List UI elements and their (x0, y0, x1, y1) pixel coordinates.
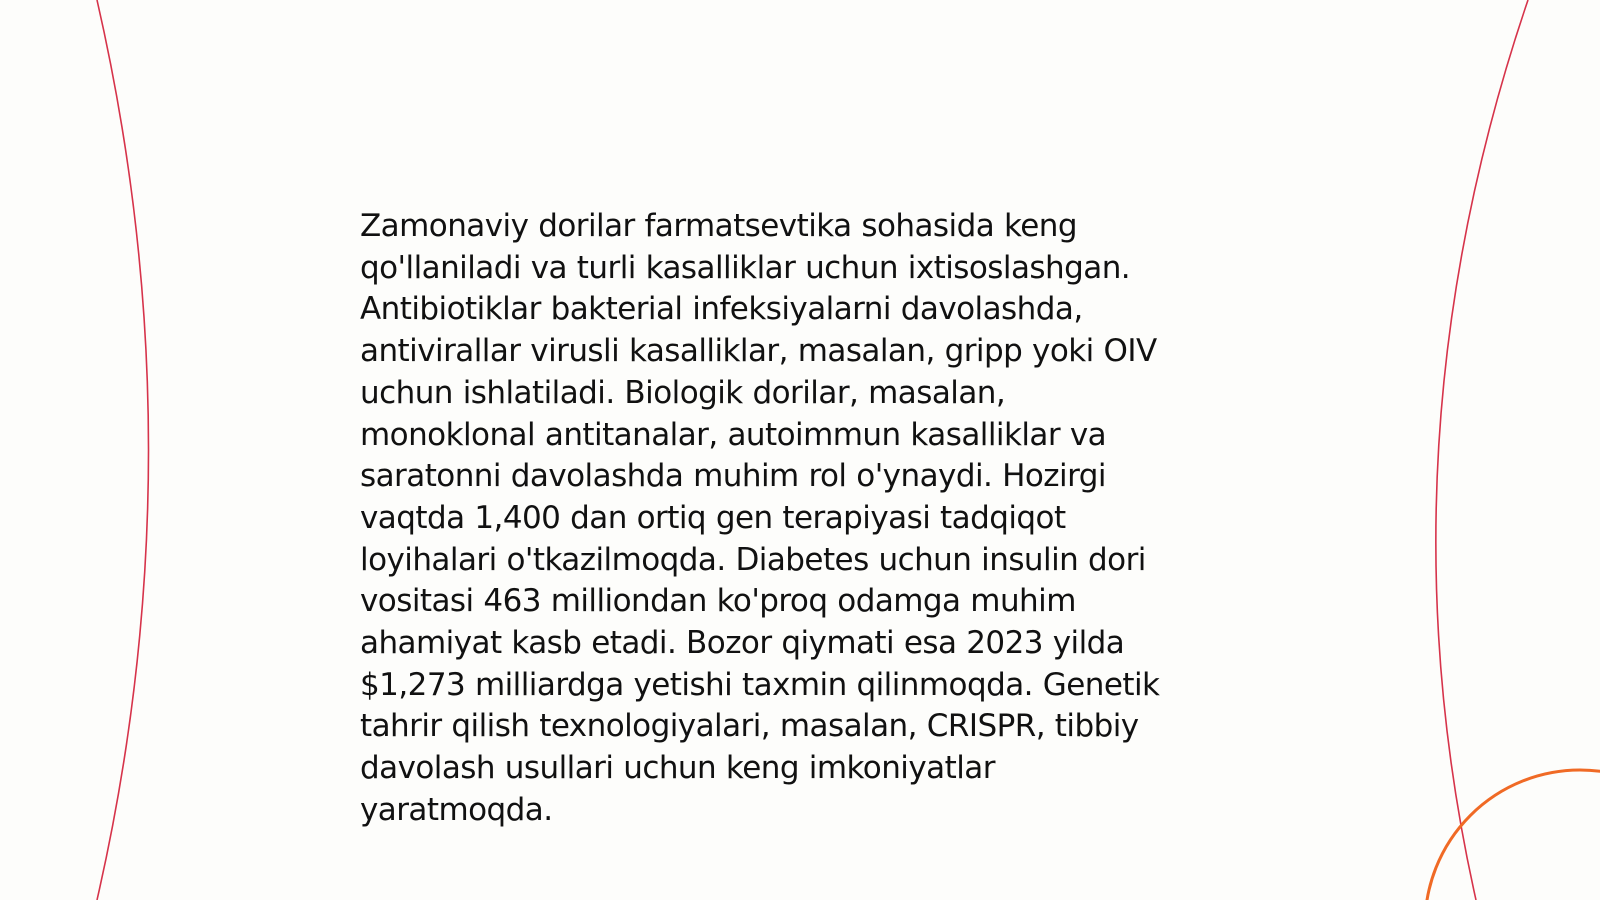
text-line: saratonni davolashda muhim rol o'ynaydi. Hozirgi (360, 458, 1106, 495)
text-line: Zamonaviy dorilar farmatsevtika sohasida keng (360, 208, 1078, 244)
text-line: tahrir qilish texnologiyalari, masalan, CRISPR, tibbiy (360, 708, 1139, 745)
text-line: uchun ishlatiladi. Biologik dorilar, masalan, (360, 374, 1006, 411)
text-line: davolash usullari uchun keng imkoniyatlar (360, 750, 995, 787)
text-line: monoklonal antitanalar, autoimmun kasalliklar va (360, 416, 1107, 453)
text-line: Antibiotiklar bakterial infeksiyalarni davolashda, (360, 291, 1083, 328)
orange-circle (1425, 770, 1600, 900)
left-red-arc (97, 0, 149, 900)
text-line: yaratmoqda. (360, 791, 553, 828)
text-line: vaqtda 1,400 dan ortiq gen terapiyasi tadqiqot (360, 499, 1066, 536)
text-line: qo'llaniladi va turli kasalliklar uchun ixtisoslashgan. (360, 249, 1131, 286)
body-paragraph (360, 206, 1240, 832)
text-line: loyihalari o'tkazilmoqda. Diabetes uchun insulin dori (360, 541, 1146, 578)
text-line: antivirallar virusli kasalliklar, masalan, gripp yoki OIV (360, 333, 1157, 370)
text-line: vositasi 463 milliondan ko'proq odamga muhim (360, 583, 1076, 620)
text-line: $1,273 milliardga yetishi taxmin qilinmoqda. Genetik (360, 666, 1160, 703)
text-line: ahamiyat kasb etadi. Bozor qiymati esa 2023 yilda (360, 625, 1125, 662)
right-red-arc (1436, 0, 1528, 900)
